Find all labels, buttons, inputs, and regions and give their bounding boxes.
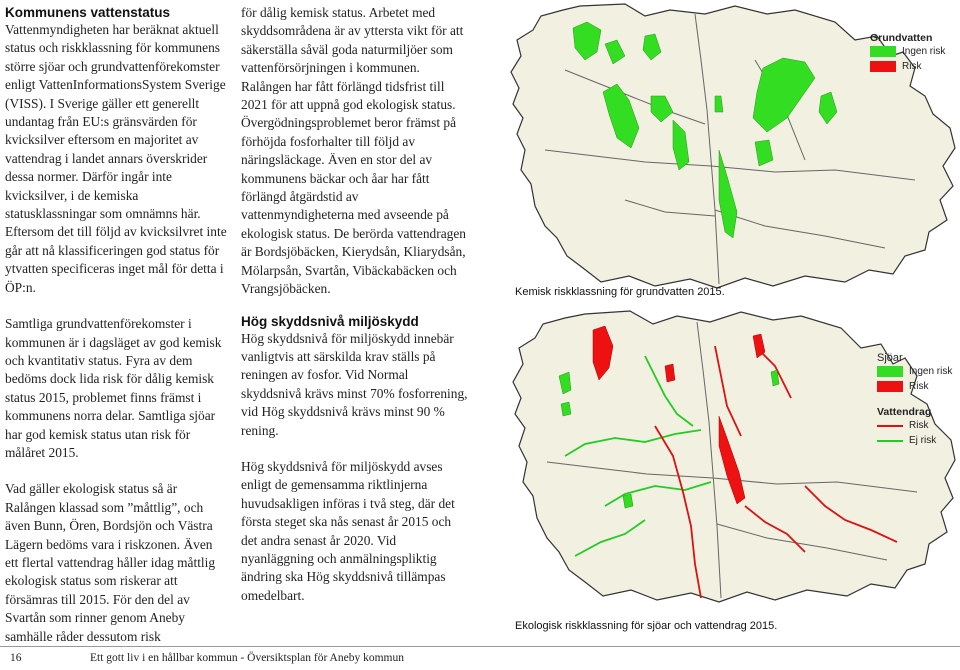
legend-swatch [870, 61, 896, 72]
legend-title-streams: Vattendrag [877, 406, 932, 418]
footer-rule [0, 646, 960, 647]
legend-swatch [877, 366, 903, 377]
legend-swatch [877, 381, 903, 392]
legend-item [877, 418, 952, 433]
paragraph: Vattenmyndigheten har beräknat aktuell status och riskklassning för kommunens större sjöar och grundvattenförekomster enligt VattenInformationsSystem Sverige (VISS). I Sverige gäller ett generellt undantag från EU:s gränsvärden för kvicksilver eftersom en majoritet av vattendrag i landet annars överskrider dessa normer. Därför ingår inte kvicksilver, i de kemiska statusklassningar som omnämns här. Eftersom det till följd av kvicksilvret inte går att nå klassificeringen god status för ytvatten specificeras inget mål för detta i ÖP:n. [5, 22, 227, 295]
section-heading-skyddsniva: Hög skyddsnivå miljöskydd [241, 313, 419, 329]
legend-label: Risk [909, 420, 929, 431]
footer-text: Ett gott liv i en hållbar kommun - Översiktsplan för Aneby kommun [90, 652, 404, 664]
legend-label: Risk [902, 61, 922, 72]
legend-label: Ingen risk [902, 46, 946, 57]
legend-item [870, 44, 945, 59]
paragraph: Hög skyddsnivå för miljöskydd avses enligt de gemensamma riktlinjerna huvudsakligen införas i två steg, där det första steget ska nås senast år 2015 och det andra senast år 2020. Vid nyanläggning och anmälningspliktig ändring ska Hög skyddsnivå tillämpas omedelbart. [241, 458, 455, 603]
legend-item [877, 364, 952, 379]
middle-column [241, 4, 469, 605]
map-lakes-streams [505, 306, 960, 632]
legend-lakes-streams [877, 352, 952, 448]
legend-line [877, 425, 903, 427]
legend-item [870, 59, 945, 74]
legend-swatch [870, 46, 896, 57]
legend-title-lakes: Sjöar [877, 352, 903, 364]
paragraph: för dålig kemisk status. Arbetet med skyddsområdena är av yttersta vikt för att säkerställa såväl goda naturmiljöer som vattenförsörjningen i kommunen. Ralången har fått förlängd tidsfrist till 2021 för att uppnå god ekologisk status. Övergödningsproblemet beror främst på förhöjda fosforhalter till följd av näringsläckage. Även en stor del av kommunens bäckar och åar har fått förlängd åtgärdstid av vattenmyndigheterna med avseende på ekologisk status. De berörda vattendragen är Bordsjöbäcken, Kierydsån, Kliarydsån, Mölarpsån, Svartån, Vibäckabäcken och Vrangsjöbäcken. [241, 5, 466, 297]
left-column [5, 4, 227, 646]
legend-item [877, 433, 952, 448]
map-caption: Ekologisk riskklassning för sjöar och vattendrag 2015. [515, 620, 778, 632]
legend-item [877, 379, 952, 394]
legend-title: Grundvatten [870, 32, 933, 44]
paragraph: Samtliga grundvattenförekomster i kommunen är i dagsläget av god kemisk och kvantitativ status. Fyra av dem bedöms dock lida risk för dålig kemisk status 2015, problemet finns främst i kommunens norra delar. Samtliga sjöar har god kemisk status utan risk för målåret 2015. [5, 316, 222, 460]
map-groundwater [505, 0, 960, 300]
legend-label: Ingen risk [909, 366, 953, 377]
legend-line [877, 440, 903, 442]
legend-label: Ej risk [909, 435, 937, 446]
paragraph: Vad gäller ekologisk status så är Ralången klassad som ”måttlig”, och även Bunn, Ören, Bordsjön och Västra Lägern bedöms vara i riskzonen. Även ett flertal vattendrag håller idag måttlig ekologisk status som riskerar att försämras till 2015. För den del av Svartån som rinner genom Aneby samhälle råder dessutom risk [5, 481, 216, 644]
section-heading-vattenstatus: Kommunens vattenstatus [5, 5, 171, 20]
paragraph: Hög skyddsnivå för miljöskydd innebär vanligtvis att särskilda krav ställs på reningen av fosfor. Vid Normal skyddsnivå krävs minst 70% fosforrening, vid Hög skyddsnivå krävs minst 90 % rening. [241, 330, 468, 438]
legend-groundwater [870, 32, 945, 74]
map-caption: Kemisk riskklassning för grundvatten 2015. [515, 286, 725, 298]
page-number: 16 [10, 652, 22, 664]
legend-label: Risk [909, 381, 929, 392]
